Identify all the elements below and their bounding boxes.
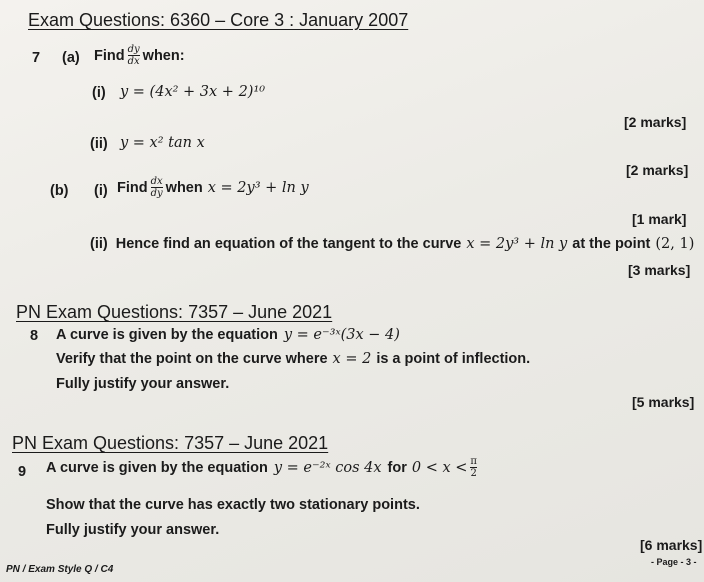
q7b-ii-text: Hence find an equation of the tangent to the curve [115,236,462,252]
q9-equation: y = e⁻²ˣ cos 4x [273,459,382,476]
q7b-frac-num: dx [150,176,163,187]
section-2-header: PN Exam Questions: 7357 – June 2021 [16,302,333,322]
q7b-ii-at: at the point [572,236,651,252]
q7b-label: (b) [50,183,69,199]
q7b-ii-expression: x = 2y³ + ln y [466,236,568,252]
q7b-ii-label: (ii) [90,236,108,252]
q8-line-3: Fully justify your answer. [56,376,230,392]
q8-line-1 [56,327,400,343]
q7b-i-label: (i) [94,183,108,199]
section-1-header: Exam Questions: 6360 – Core 3 : January 2007 [28,10,409,30]
q9-line-3: Fully justify your answer. [46,522,220,538]
q7a-derivative-fraction [128,44,140,67]
q8-equation: y = e⁻³ˣ(3x − 4) [283,327,400,343]
q8-line-2b: is a point of inflection. [376,351,531,367]
q7a-frac-num: dy [127,44,140,55]
q7a-frac-den: dx [127,56,140,67]
q7a-find: Find [94,47,125,64]
page-number: - Page - 3 - [651,557,697,567]
q8-point-expression: x = 2 [332,351,372,367]
q9-marks: [6 marks] [640,537,703,553]
section-3-header: PN Exam Questions: 7357 – June 2021 [12,433,329,453]
q8-line-1-text: A curve is given by the equation [56,327,278,343]
q7b-find: Find [117,179,148,196]
footer-label: PN / Exam Style Q / C4 [6,564,114,575]
q9-line-1 [46,456,480,479]
q7a-ii-expression: y = x² tan x [120,135,205,151]
q7a-label: (a) [62,50,80,66]
q7b-ii-line [90,236,694,252]
q8-line-2 [56,351,530,367]
question-7-number: 7 [32,50,41,66]
q9-frac-num: π [470,456,477,467]
q7b-expression: x = 2y³ + ln y [207,179,309,196]
q7a-i-expression: y = (4x² + 3x + 2)¹⁰ [120,84,266,100]
q7b-when: when [165,179,203,196]
q7a-i-marks: [2 marks] [624,114,687,130]
q7b-frac-den: dy [150,188,163,199]
q7b-ii-point: (2, 1) [655,236,695,252]
q9-range: 0 < x < [411,459,468,476]
q7b-derivative-fraction [151,176,163,199]
question-8-number: 8 [30,328,39,344]
q7b-i-prompt [117,176,309,199]
q7b-i-marks: [1 mark] [632,211,687,227]
q8-line-2a: Verify that the point on the curve where [56,351,328,367]
q8-marks: [5 marks] [632,394,695,410]
q9-for: for [387,459,407,476]
q7b-ii-marks: [3 marks] [628,262,691,278]
q7a-ii-label: (ii) [90,136,108,152]
q9-line-1-text: A curve is given by the equation [46,459,268,476]
q9-line-2: Show that the curve has exactly two stationary points. [46,497,420,513]
q9-pi-over-2-fraction [470,456,477,479]
q7a-ii-marks: [2 marks] [626,162,689,178]
q9-frac-den: 2 [470,468,477,479]
q7a-prompt [94,44,185,67]
question-9-number: 9 [18,464,27,480]
q7a-when: when: [142,47,185,64]
q7a-i-label: (i) [92,85,106,101]
